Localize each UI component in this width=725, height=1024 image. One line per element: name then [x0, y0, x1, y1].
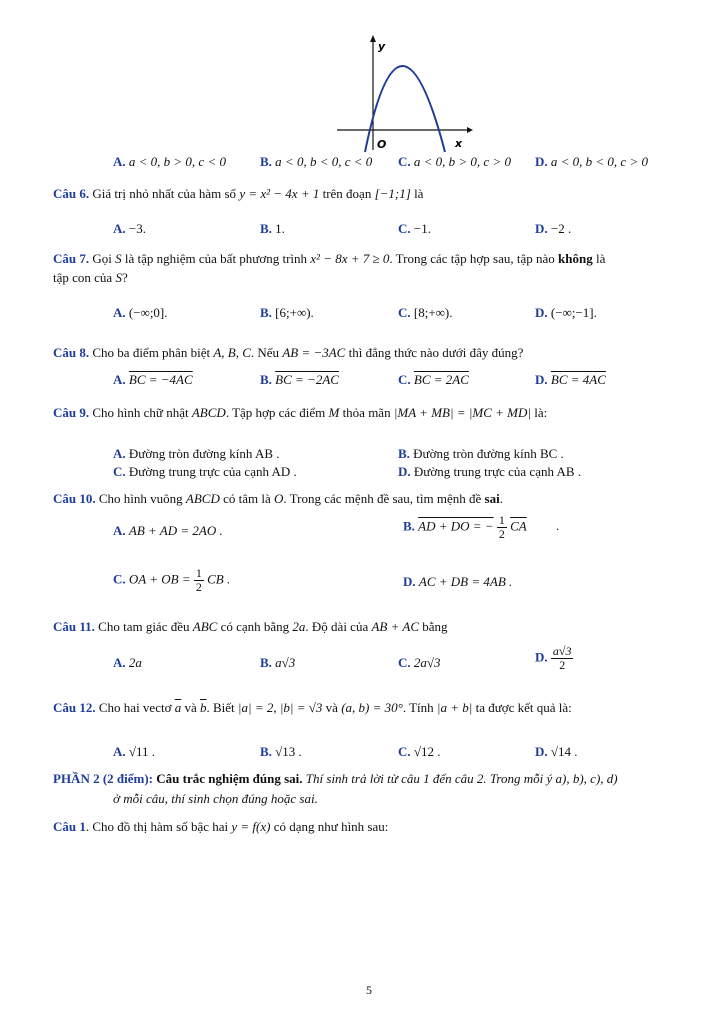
- q8-equation: AB = −3AC: [282, 345, 346, 360]
- q7-b-text: [6;+∞).: [275, 305, 314, 320]
- q9-point-m: M: [328, 405, 340, 420]
- q12-c-label: C.: [398, 744, 411, 759]
- q6-stem-mid: trên đoạn: [322, 186, 372, 201]
- q7-set-s: S: [115, 251, 122, 266]
- q8-option-a: [113, 372, 193, 388]
- q7-number: Câu 7.: [53, 251, 90, 266]
- q6-c-text: −1.: [413, 221, 431, 236]
- q9-stem-post: là:: [534, 405, 548, 420]
- q6-stem-pre: Giá trị nhỏ nhất của hàm số: [92, 186, 237, 201]
- q8-number: Câu 8.: [53, 345, 90, 360]
- y-axis-arrow: [370, 35, 376, 42]
- q6-stem-post: là: [414, 186, 424, 201]
- q10-stem-pre: Cho hình vuông: [98, 491, 183, 506]
- q10-option-a: [113, 523, 223, 539]
- q11-stem-post: bằng: [422, 619, 448, 634]
- q12-stem-pre: Cho hai vectơ: [98, 700, 172, 715]
- q10-stem-end: .: [499, 491, 503, 506]
- q11-stem-mid2: . Độ dài của: [305, 619, 369, 634]
- q10-c-text-post: CB .: [207, 571, 231, 587]
- q8-b-text: BC = −2AC: [275, 372, 339, 387]
- q7-c-text: [8;+∞).: [413, 305, 453, 320]
- q8-d-label: D.: [535, 372, 548, 387]
- q11-triangle: ABC: [192, 619, 218, 634]
- q12-option-a: [113, 744, 155, 760]
- q10-b-text-pre: AD + DO = −: [418, 518, 494, 534]
- q12-stem-mid2: . Tính: [402, 700, 434, 715]
- q5-a-label: A.: [113, 154, 126, 169]
- q7-option-a: [113, 305, 168, 321]
- q6-expr: y = x² − 4x + 1: [239, 186, 320, 201]
- p2q1-expr: y = f(x): [231, 819, 271, 834]
- q9-rect: ABCD: [191, 405, 226, 420]
- q6-d-label: D.: [535, 221, 548, 236]
- q10-stem-mid: có tâm là: [223, 491, 271, 506]
- q6-d-text: −2 .: [550, 221, 572, 236]
- q11-expr: AB + AC: [371, 619, 419, 634]
- q11-stem-pre: Cho tam giác đều: [98, 619, 190, 634]
- q6-a-text: −3.: [128, 221, 146, 236]
- q7-stem-line1: [53, 251, 605, 267]
- q12-d-label: D.: [535, 744, 548, 759]
- q11-b-text: a√3: [275, 655, 296, 670]
- q10-b-text-post: $\overline{CA}$: [510, 518, 527, 534]
- q10-d-label: D.: [403, 574, 416, 589]
- q7-b-label: B.: [260, 305, 272, 320]
- q9-number: Câu 9.: [53, 405, 90, 420]
- q8-a-text: BC = −4AC: [128, 372, 193, 387]
- q9-stem-mid: . Tập hợp các điểm: [225, 405, 326, 420]
- q6-b-label: B.: [260, 221, 272, 236]
- q12-stem: [53, 700, 572, 716]
- q12-d-text: √14 .: [550, 744, 578, 759]
- q8-b-label: B.: [260, 372, 272, 387]
- q9-stem-pre: Cho hình chữ nhật: [92, 405, 189, 420]
- part2-instruction-1: Thí sinh trả lời từ câu 1 đến câu 2. Trong mỗi ý a), b), c), d): [305, 771, 618, 786]
- q10-c-fraction: [194, 567, 204, 594]
- q11-option-c: [398, 655, 441, 671]
- part2-title: PHẦN 2 (2 điểm):: [53, 771, 154, 786]
- q5-b-label: B.: [260, 154, 272, 169]
- q10-b-numerator: 1: [498, 513, 505, 527]
- q10-number: Câu 10.: [53, 491, 96, 506]
- q11-stem-mid: có cạnh bằng: [220, 619, 290, 634]
- q9-d-label: D.: [398, 464, 411, 479]
- q10-stem: [53, 491, 503, 507]
- q7-option-c: [398, 305, 453, 321]
- q10-stem-post: . Trong các mệnh đề sau, tìm mệnh đề: [283, 491, 482, 506]
- p2q1-number: Câu 1: [53, 819, 86, 834]
- part2-heading: [53, 771, 618, 787]
- q8-stem-post: thì đẳng thức nào dưới đây đúng?: [348, 345, 524, 360]
- q9-a-label: A.: [113, 446, 126, 461]
- q10-b-label: B.: [403, 518, 415, 534]
- x-axis-label: x: [455, 137, 463, 150]
- q5-b-text: a < 0, b < 0, c < 0: [275, 154, 373, 169]
- q12-and: và: [184, 700, 197, 715]
- q12-and2: và: [325, 700, 338, 715]
- q10-option-b: [403, 514, 559, 541]
- q7-stem-pre: Gọi: [92, 251, 112, 266]
- q7-a-label: A.: [113, 305, 126, 320]
- q12-option-d: [535, 744, 578, 760]
- q12-a-text: √11 .: [128, 744, 156, 759]
- q11-d-denominator: 2: [559, 658, 566, 672]
- q9-b-label: B.: [398, 446, 410, 461]
- q12-b-label: B.: [260, 744, 272, 759]
- q8-option-c: [398, 372, 469, 388]
- q6-interval: [−1;1]: [374, 186, 411, 201]
- q11-d-numerator: a√3: [552, 644, 572, 658]
- q5-d-label: D.: [535, 154, 548, 169]
- q6-number: Câu 6.: [53, 186, 90, 201]
- q10-d-text: AC + DB = 4AB .: [418, 574, 513, 589]
- origin-label: O: [377, 138, 387, 151]
- y-axis-label: y: [378, 40, 386, 53]
- q7-stem-mid: là tập nghiệm của bất phương trình: [124, 251, 308, 266]
- q6-option-c: [398, 221, 431, 237]
- q5-option-d: [535, 154, 648, 170]
- parabola-graph: [335, 30, 475, 155]
- p2q1-stem-post: có dạng như hình sau:: [273, 819, 389, 834]
- q12-stem-post: ta được kết quả là:: [475, 700, 572, 715]
- q10-b-trailing-dot: .: [555, 518, 560, 534]
- q8-option-d: [535, 372, 606, 388]
- q11-stem: [53, 619, 448, 635]
- q9-stem: [53, 405, 547, 421]
- q6-option-a: [113, 221, 146, 237]
- q11-c-label: C.: [398, 655, 411, 670]
- q9-option-c: [113, 464, 297, 480]
- q11-option-d: [535, 645, 573, 672]
- x-axis-arrow: [467, 127, 473, 133]
- q9-c-label: C.: [113, 464, 126, 479]
- q7-a-text: (−∞;0].: [128, 305, 168, 320]
- q10-bold-word: sai: [484, 491, 500, 506]
- q10-c-numerator: 1: [195, 566, 202, 580]
- q7-question-mark: ?: [121, 270, 128, 285]
- q9-b-text: Đường tròn đường kính BC .: [413, 446, 564, 461]
- q6-b-text: 1.: [275, 221, 285, 236]
- q12-option-b: [260, 744, 302, 760]
- q8-option-b: [260, 372, 339, 388]
- q12-b-text: √13 .: [275, 744, 302, 759]
- q10-center: O: [274, 491, 284, 506]
- q11-c-text: 2a√3: [413, 655, 441, 670]
- q8-points: A, B, C: [213, 345, 251, 360]
- q7-stem-end: là: [596, 251, 606, 266]
- q7-set-s2: S: [115, 270, 122, 285]
- q9-option-b: [398, 446, 564, 462]
- q6-option-d: [535, 221, 571, 237]
- q7-bold-word: không: [558, 251, 593, 266]
- q8-stem-pre: Cho ba điểm phân biệt: [92, 345, 211, 360]
- q11-number: Câu 11.: [53, 619, 95, 634]
- q12-c-text: √12 .: [413, 744, 441, 759]
- q8-stem-mid: . Nếu: [250, 345, 280, 360]
- q11-d-fraction: [551, 645, 574, 672]
- q7-stem-post: . Trong các tập hợp sau, tập nào: [389, 251, 555, 266]
- q12-expr: |a + b|: [436, 700, 473, 715]
- q5-option-b: [260, 154, 372, 170]
- q11-d-label: D.: [535, 649, 548, 665]
- q12-option-c: [398, 744, 441, 760]
- q10-a-label: A.: [113, 523, 126, 538]
- q12-condition-1: |a| = 2, |b| = √3: [237, 700, 323, 715]
- q10-b-fraction: [497, 514, 507, 541]
- q6-option-b: [260, 221, 285, 237]
- q12-a-label: A.: [113, 744, 126, 759]
- q11-side: 2a: [292, 619, 306, 634]
- q9-stem-mid2: thỏa mãn: [342, 405, 391, 420]
- q7-stem-line2-text: tập con của: [53, 270, 113, 285]
- q6-a-label: A.: [113, 221, 126, 236]
- q10-b-denominator: 2: [498, 527, 505, 541]
- q9-equation: |MA + MB| = |MC + MD|: [393, 405, 531, 420]
- q7-stem-line2: [53, 270, 128, 286]
- q12-condition-2: (a, b) = 30°: [341, 700, 403, 715]
- q5-c-text: a < 0, b > 0, c > 0: [413, 154, 511, 169]
- q6-c-label: C.: [398, 221, 411, 236]
- q8-d-text: BC = 4AC: [550, 372, 606, 387]
- q5-c-label: C.: [398, 154, 411, 169]
- q7-d-text: (−∞;−1].: [550, 305, 597, 320]
- q11-option-b: [260, 655, 295, 671]
- q10-option-c: [113, 567, 230, 594]
- page-number: 5: [366, 983, 372, 997]
- q11-a-text: 2a: [128, 655, 142, 670]
- q8-stem: [53, 345, 523, 361]
- q8-a-label: A.: [113, 372, 126, 387]
- p2q1-stem: [53, 819, 388, 835]
- q7-option-b: [260, 305, 314, 321]
- q10-option-d: [403, 574, 512, 590]
- q12-vector-a: $\overline{a}$: [174, 700, 182, 715]
- q9-a-text: Đường tròn đường kính AB .: [128, 446, 280, 461]
- p2q1-stem-pre: . Cho đồ thị hàm số bậc hai: [85, 819, 229, 834]
- q10-a-text: AB + AD = 2AO .: [128, 523, 223, 538]
- q10-c-label: C.: [113, 571, 126, 587]
- q6-stem: [53, 186, 423, 202]
- q10-c-text-pre: OA + OB =: [128, 571, 191, 587]
- q12-number: Câu 12.: [53, 700, 96, 715]
- q12-stem-mid: . Biết: [206, 700, 235, 715]
- q8-c-label: C.: [398, 372, 411, 387]
- q10-square: ABCD: [185, 491, 220, 506]
- q11-b-label: B.: [260, 655, 272, 670]
- q5-d-text: a < 0, b < 0, c > 0: [550, 154, 648, 169]
- q12-vector-b: $\overline{b}$: [200, 700, 207, 715]
- q9-option-a: [113, 446, 280, 462]
- q11-option-a: [113, 655, 142, 671]
- q7-d-label: D.: [535, 305, 548, 320]
- q9-c-text: Đường trung trực của cạnh AD .: [128, 464, 297, 479]
- q7-c-label: C.: [398, 305, 411, 320]
- part2-subtitle: Câu trắc nghiệm đúng sai.: [156, 771, 303, 786]
- q9-option-d: [398, 464, 581, 480]
- q9-d-text: Đường trung trực của cạnh AB .: [413, 464, 582, 479]
- q11-a-label: A.: [113, 655, 126, 670]
- q5-a-text: a < 0, b > 0, c < 0: [128, 154, 226, 169]
- q5-option-a: [113, 154, 226, 170]
- q10-c-denominator: 2: [195, 580, 202, 594]
- part2-instruction-2: ở mỗi câu, thí sinh chọn đúng hoặc sai.: [113, 791, 318, 806]
- q5-option-c: [398, 154, 511, 170]
- q8-c-text: BC = 2AC: [413, 372, 469, 387]
- q7-inequality: x² − 8x + 7 ≥ 0: [310, 251, 390, 266]
- q7-option-d: [535, 305, 597, 321]
